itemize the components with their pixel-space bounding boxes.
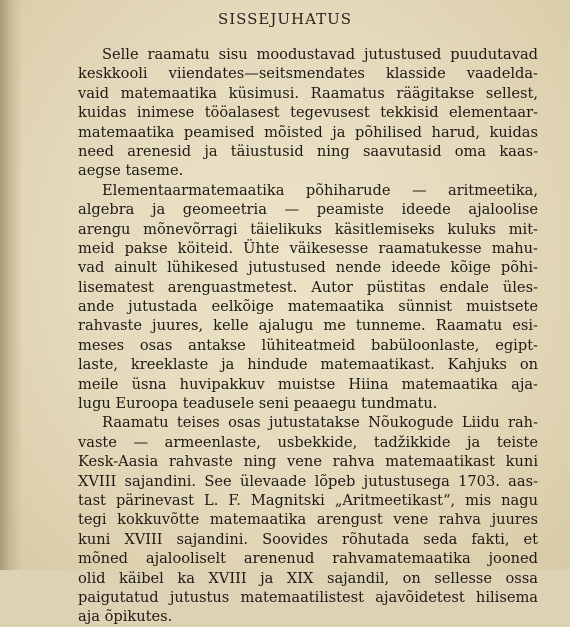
text-line: lisematest arenguastmetest. Autor püstitas endale üles- [78, 278, 538, 296]
text-line: rahvaste juures, kelle ajalugu me tunneme. Raamatu esi- [78, 317, 538, 335]
text-line: mõned ajalooliselt arenenud rahvamatemaatika jooned [78, 550, 538, 568]
text-line: aegse taseme. [78, 162, 184, 180]
text-line: Elementaarmatemaatika põhiharude — aritmeetika, [102, 181, 538, 199]
text-line: matemaatika peamised mõisted ja põhilised harud, kuidas [78, 123, 538, 141]
text-line: olid käibel ka XVIII ja XIX sajandil, on sellesse ossa [78, 569, 538, 587]
text-line: ande jutustada eelkõige matemaatika sünnist muistsete [78, 298, 538, 316]
text-line: XVIII sajandini. See ülevaade lõpeb jutustusega 1703. aas- [78, 472, 538, 490]
text-line: meid pakse köiteid. Ühte väikesesse raamatukesse mahu- [78, 239, 538, 257]
text-line: vaid matemaatika küsimusi. Raamatus räägitakse sellest, [78, 84, 538, 102]
text-line: tegi kokkuvõtte matemaatika arengust vene rahva juures [78, 511, 538, 529]
body-text [78, 45, 538, 627]
text-line: kuni XVIII sajandini. Soovides rõhutada seda fakti, et [78, 530, 538, 548]
text-line: keskkooli viiendates—seitsmendates klasside vaadelda- [78, 65, 538, 83]
text-line: kuidas inimese tööalasest tegevusest tekkisid elementaar- [78, 104, 538, 122]
text-line: need arenesid ja täiustusid ning saavutasid oma kaas- [78, 142, 538, 160]
page-heading: SISSEJUHATUS [217, 10, 353, 28]
binding-shadow [0, 0, 22, 570]
text-line: paigutatud jutustus matemaatilistest ajavõidetest hilisema [78, 588, 538, 606]
text-line: aja õpikutes. [78, 608, 173, 626]
text-line: Selle raamatu sisu moodustavad jutustused puudutavad [102, 46, 538, 63]
text-line: laste, kreeklaste ja hindude matemaatikast. Kahjuks on [78, 356, 538, 374]
text-line: meile üsna huvipakkuv muistse Hiina matemaatika aja- [78, 375, 538, 393]
text-line: arengu mõnevõrragi täielikuks käsitlemiseks kuluks mit- [78, 220, 538, 238]
text-line: lugu Euroopa teadusele seni peaaegu tundmatu. [78, 395, 438, 413]
text-line: meses osas antakse lühiteatmeid babüloonlaste, egipt- [78, 336, 538, 354]
text-line: algebra ja geomeetria — peamiste ideede ajaloolise [78, 201, 538, 219]
text-line: Kesk-Aasia rahvaste ning vene rahva matemaatikast kuni [78, 453, 538, 471]
text-line: tast pärinevast L. F. Magnitski „Aritmeetikast“, mis nagu [78, 491, 538, 509]
text-line: vad ainult lühikesed jutustused nende ideede kõige põhi- [78, 259, 538, 277]
text-line: Raamatu teises osas jutustatakse Nõukogude Liidu rah- [102, 414, 538, 432]
text-line: vaste — armeenlaste, usbekkide, tadžikkide ja teiste [78, 433, 538, 451]
